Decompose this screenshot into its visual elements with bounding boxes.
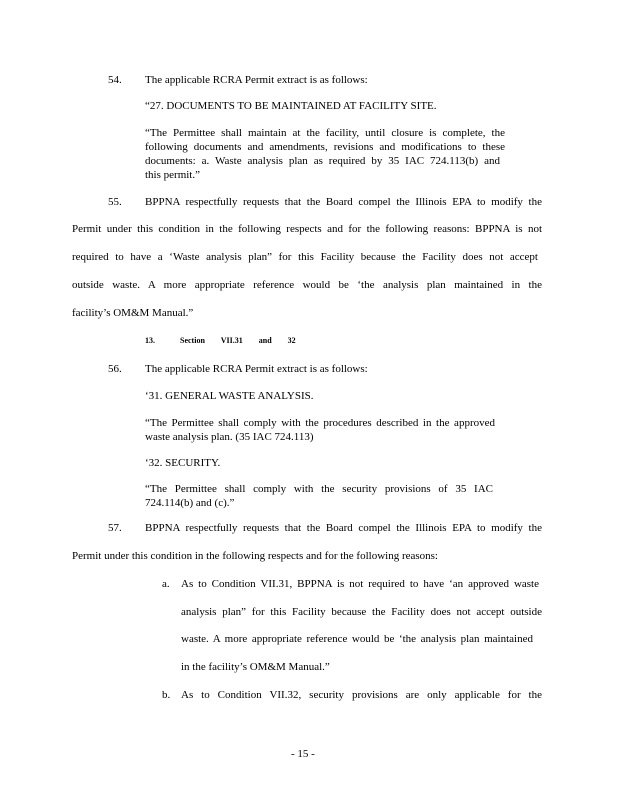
quote-27-line-1: “The Permittee shall maintain at the facility, until closure is complete, the <box>145 127 505 139</box>
item-a-label: a. <box>162 578 170 590</box>
quote-32-line-1: “The Permittee shall comply with the security provisions of 35 IAC <box>145 483 493 495</box>
paragraph-55-line-5: facility’s OM&M Manual.” <box>72 307 194 319</box>
paragraph-54-number: 54. <box>108 74 122 86</box>
item-b-label: b. <box>162 689 171 701</box>
paragraph-56-number: 56. <box>108 363 122 375</box>
item-a-line-4: in the facility’s OM&M Manual.” <box>181 661 330 673</box>
item-a-line-3: waste. A more appropriate reference would be ‘the analysis plan maintained <box>181 633 533 645</box>
paragraph-55-line-3: required to have a ‘Waste analysis plan” for this Facility because the Facility does not accept <box>72 251 538 263</box>
quote-27-line-3: documents: a. Waste analysis plan as required by 35 IAC 724.113(b) and <box>145 155 500 167</box>
quote-32-line-2: 724.114(b) and (c).” <box>145 497 235 509</box>
quote-31-line-1: “The Permittee shall comply with the procedures described in the approved <box>145 417 495 429</box>
item-a-line-1: As to Condition VII.31, BPPNA is not required to have ‘an approved waste <box>181 578 539 590</box>
quote-32-heading: ‘32. SECURITY. <box>145 457 221 469</box>
section-13-number: 13. <box>145 336 155 345</box>
paragraph-55-line-4: outside waste. A more appropriate reference would be ‘the analysis plan maintained in the <box>72 279 542 291</box>
paragraph-57-line-1: BPPNA respectfully requests that the Board compel the Illinois EPA to modify the <box>145 522 542 534</box>
page-number: - 15 - <box>291 748 315 760</box>
paragraph-57-line-2: Permit under this condition in the following respects and for the following reasons: <box>72 550 438 562</box>
quote-27-line-4: this permit.” <box>145 169 200 181</box>
item-a-line-2: analysis plan” for this Facility because the Facility does not accept outside <box>181 606 542 618</box>
paragraph-55-line-2: Permit under this condition in the following respects and for the following reasons: BPPNA is not <box>72 223 542 235</box>
paragraph-55-line-1: BPPNA respectfully requests that the Board compel the Illinois EPA to modify the <box>145 196 542 208</box>
paragraph-57-number: 57. <box>108 522 122 534</box>
section-13-title: Section VII.31 and 32 <box>180 336 296 345</box>
quote-27-line-2: following documents and amendments, revisions and modifications to these <box>145 141 505 153</box>
quote-27-heading: “27. DOCUMENTS TO BE MAINTAINED AT FACILITY SITE. <box>145 100 437 112</box>
paragraph-55-number: 55. <box>108 196 122 208</box>
quote-31-heading: ‘31. GENERAL WASTE ANALYSIS. <box>145 390 314 402</box>
paragraph-54-text: The applicable RCRA Permit extract is as follows: <box>145 74 368 86</box>
paragraph-56-text: The applicable RCRA Permit extract is as follows: <box>145 363 368 375</box>
quote-31-line-2: waste analysis plan. (35 IAC 724.113) <box>145 431 314 443</box>
item-b-line-1: As to Condition VII.32, security provisions are only applicable for the <box>181 689 542 701</box>
